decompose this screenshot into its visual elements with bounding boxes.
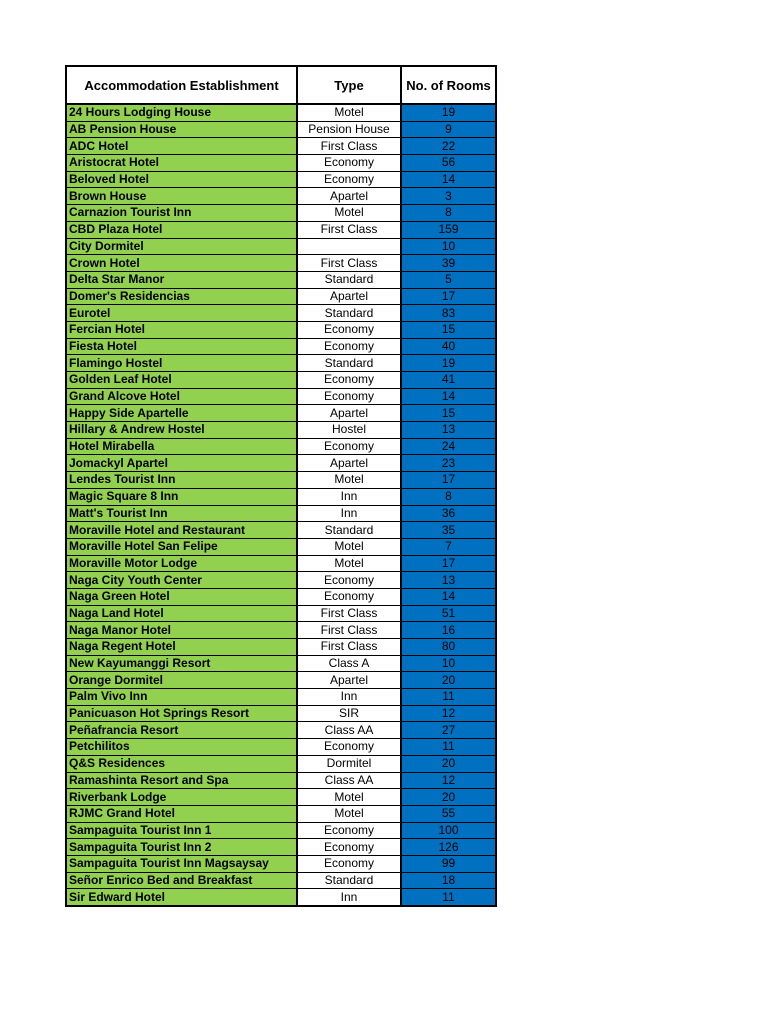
- room-count-cell: 159: [401, 221, 496, 238]
- establishment-name-cell: Eurotel: [66, 305, 297, 322]
- establishment-name-cell: Brown House: [66, 188, 297, 205]
- room-count-cell: 12: [401, 705, 496, 722]
- table-row: [66, 655, 496, 672]
- table-row: [66, 305, 496, 322]
- establishment-name-cell: CBD Plaza Hotel: [66, 221, 297, 238]
- establishment-name-cell: AB Pension House: [66, 121, 297, 138]
- establishment-name-cell: Petchilitos: [66, 739, 297, 756]
- establishment-name-cell: Aristocrat Hotel: [66, 155, 297, 172]
- room-count-cell: 20: [401, 672, 496, 689]
- table-row: [66, 822, 496, 839]
- table-row: [66, 639, 496, 656]
- establishment-name-cell: Moraville Hotel and Restaurant: [66, 522, 297, 539]
- establishment-name-cell: Carnazion Tourist Inn: [66, 205, 297, 222]
- establishment-name-cell: Naga Manor Hotel: [66, 622, 297, 639]
- table-row: [66, 872, 496, 889]
- room-count-cell: 35: [401, 522, 496, 539]
- establishment-type-cell: Economy: [297, 822, 401, 839]
- table-row: [66, 388, 496, 405]
- room-count-cell: 17: [401, 472, 496, 489]
- establishment-type-cell: Motel: [297, 789, 401, 806]
- room-count-cell: 56: [401, 155, 496, 172]
- table-row: [66, 171, 496, 188]
- room-count-cell: 39: [401, 255, 496, 272]
- establishment-name-cell: Sampaguita Tourist Inn Magsaysay: [66, 855, 297, 872]
- establishment-name-cell: Flamingo Hostel: [66, 355, 297, 372]
- room-count-cell: 19: [401, 104, 496, 121]
- establishment-name-cell: Peñafrancia Resort: [66, 722, 297, 739]
- establishment-type-cell: Hostel: [297, 422, 401, 439]
- establishment-type-cell: Standard: [297, 522, 401, 539]
- establishment-type-cell: Economy: [297, 739, 401, 756]
- establishment-name-cell: New Kayumanggi Resort: [66, 655, 297, 672]
- establishment-type-cell: Motel: [297, 555, 401, 572]
- establishment-name-cell: Fiesta Hotel: [66, 338, 297, 355]
- establishment-type-cell: Economy: [297, 572, 401, 589]
- table-row: [66, 121, 496, 138]
- establishment-type-cell: Economy: [297, 155, 401, 172]
- establishment-name-cell: Naga Regent Hotel: [66, 639, 297, 656]
- establishment-name-cell: Sir Edward Hotel: [66, 889, 297, 906]
- room-count-cell: 100: [401, 822, 496, 839]
- table-row: [66, 205, 496, 222]
- room-count-cell: 23: [401, 455, 496, 472]
- table-row: [66, 672, 496, 689]
- room-count-cell: 8: [401, 488, 496, 505]
- establishment-name-cell: Palm Vivo Inn: [66, 689, 297, 706]
- establishment-name-cell: Hotel Mirabella: [66, 438, 297, 455]
- establishment-type-cell: First Class: [297, 255, 401, 272]
- room-count-cell: 14: [401, 171, 496, 188]
- establishment-name-cell: Magic Square 8 Inn: [66, 488, 297, 505]
- establishment-type-cell: Standard: [297, 305, 401, 322]
- establishment-name-cell: Delta Star Manor: [66, 271, 297, 288]
- table-row: [66, 772, 496, 789]
- room-count-cell: 19: [401, 355, 496, 372]
- establishment-type-cell: First Class: [297, 639, 401, 656]
- table-row: [66, 338, 496, 355]
- establishment-name-cell: Panicuason Hot Springs Resort: [66, 705, 297, 722]
- header-establishment: Accommodation Establishment: [66, 66, 297, 104]
- table-row: [66, 405, 496, 422]
- room-count-cell: 17: [401, 288, 496, 305]
- table-row: [66, 271, 496, 288]
- table-row: [66, 155, 496, 172]
- establishment-name-cell: Moraville Hotel San Felipe: [66, 538, 297, 555]
- room-count-cell: 5: [401, 271, 496, 288]
- establishment-type-cell: Economy: [297, 321, 401, 338]
- table-row: [66, 622, 496, 639]
- establishment-name-cell: Beloved Hotel: [66, 171, 297, 188]
- table-row: [66, 889, 496, 906]
- room-count-cell: 15: [401, 321, 496, 338]
- room-count-cell: 80: [401, 639, 496, 656]
- table-row: [66, 255, 496, 272]
- room-count-cell: 99: [401, 855, 496, 872]
- room-count-cell: 22: [401, 138, 496, 155]
- table-row: [66, 238, 496, 255]
- establishment-type-cell: Class AA: [297, 722, 401, 739]
- establishment-type-cell: Apartel: [297, 672, 401, 689]
- room-count-cell: 20: [401, 755, 496, 772]
- room-count-cell: 10: [401, 655, 496, 672]
- room-count-cell: 3: [401, 188, 496, 205]
- establishment-type-cell: Economy: [297, 588, 401, 605]
- establishment-name-cell: Ramashinta Resort and Spa: [66, 772, 297, 789]
- establishment-name-cell: Sampaguita Tourist Inn 1: [66, 822, 297, 839]
- room-count-cell: 83: [401, 305, 496, 322]
- establishment-name-cell: Naga City Youth Center: [66, 572, 297, 589]
- establishment-type-cell: Economy: [297, 839, 401, 856]
- table-row: [66, 321, 496, 338]
- establishment-name-cell: ADC Hotel: [66, 138, 297, 155]
- room-count-cell: 12: [401, 772, 496, 789]
- room-count-cell: 17: [401, 555, 496, 572]
- establishment-type-cell: Dormitel: [297, 755, 401, 772]
- establishment-type-cell: Economy: [297, 338, 401, 355]
- room-count-cell: 27: [401, 722, 496, 739]
- table-row: [66, 438, 496, 455]
- establishment-type-cell: Inn: [297, 505, 401, 522]
- establishment-type-cell: SIR: [297, 705, 401, 722]
- room-count-cell: 11: [401, 889, 496, 906]
- room-count-cell: 13: [401, 422, 496, 439]
- room-count-cell: 11: [401, 739, 496, 756]
- establishment-type-cell: Inn: [297, 488, 401, 505]
- table-row: [66, 221, 496, 238]
- table-row: [66, 455, 496, 472]
- establishment-name-cell: Hillary & Andrew Hostel: [66, 422, 297, 439]
- room-count-cell: 14: [401, 588, 496, 605]
- establishment-name-cell: Señor Enrico Bed and Breakfast: [66, 872, 297, 889]
- table-row: [66, 188, 496, 205]
- establishment-type-cell: Class A: [297, 655, 401, 672]
- table-row: [66, 104, 496, 121]
- table-header: [66, 66, 496, 104]
- table-row: [66, 839, 496, 856]
- establishment-name-cell: Orange Dormitel: [66, 672, 297, 689]
- table-row: [66, 288, 496, 305]
- header-rooms: No. of Rooms: [401, 66, 496, 104]
- establishment-name-cell: Happy Side Apartelle: [66, 405, 297, 422]
- table-row: [66, 755, 496, 772]
- table-row: [66, 689, 496, 706]
- room-count-cell: 51: [401, 605, 496, 622]
- establishment-type-cell: Economy: [297, 438, 401, 455]
- establishment-type-cell: [297, 238, 401, 255]
- table-row: [66, 505, 496, 522]
- table-body: [66, 104, 496, 906]
- establishment-type-cell: Motel: [297, 104, 401, 121]
- room-count-cell: 16: [401, 622, 496, 639]
- room-count-cell: 11: [401, 689, 496, 706]
- establishment-type-cell: Economy: [297, 372, 401, 389]
- room-count-cell: 13: [401, 572, 496, 589]
- header-row: [66, 66, 496, 104]
- table-row: [66, 538, 496, 555]
- establishment-name-cell: Grand Alcove Hotel: [66, 388, 297, 405]
- establishment-name-cell: RJMC Grand Hotel: [66, 805, 297, 822]
- establishment-type-cell: Standard: [297, 271, 401, 288]
- establishment-type-cell: Class AA: [297, 772, 401, 789]
- header-type: Type: [297, 66, 401, 104]
- room-count-cell: 14: [401, 388, 496, 405]
- establishment-type-cell: Economy: [297, 171, 401, 188]
- room-count-cell: 15: [401, 405, 496, 422]
- establishment-name-cell: Fercian Hotel: [66, 321, 297, 338]
- establishment-name-cell: Naga Green Hotel: [66, 588, 297, 605]
- establishment-name-cell: Q&S Residences: [66, 755, 297, 772]
- table-row: [66, 705, 496, 722]
- establishment-name-cell: Riverbank Lodge: [66, 789, 297, 806]
- establishment-type-cell: Economy: [297, 855, 401, 872]
- table-row: [66, 588, 496, 605]
- establishment-type-cell: Apartel: [297, 405, 401, 422]
- room-count-cell: 36: [401, 505, 496, 522]
- table-row: [66, 372, 496, 389]
- establishment-name-cell: Lendes Tourist Inn: [66, 472, 297, 489]
- table-row: [66, 522, 496, 539]
- establishment-type-cell: Standard: [297, 872, 401, 889]
- establishment-type-cell: Economy: [297, 388, 401, 405]
- room-count-cell: 55: [401, 805, 496, 822]
- establishment-type-cell: Standard: [297, 355, 401, 372]
- establishment-name-cell: Naga Land Hotel: [66, 605, 297, 622]
- table-row: [66, 739, 496, 756]
- table-row: [66, 722, 496, 739]
- table-row: [66, 488, 496, 505]
- establishment-type-cell: First Class: [297, 221, 401, 238]
- room-count-cell: 20: [401, 789, 496, 806]
- establishment-type-cell: Motel: [297, 805, 401, 822]
- establishment-type-cell: Pension House: [297, 121, 401, 138]
- accommodation-table: [65, 65, 497, 907]
- establishment-type-cell: First Class: [297, 605, 401, 622]
- establishment-name-cell: Sampaguita Tourist Inn 2: [66, 839, 297, 856]
- establishment-type-cell: First Class: [297, 622, 401, 639]
- room-count-cell: 41: [401, 372, 496, 389]
- establishment-name-cell: Crown Hotel: [66, 255, 297, 272]
- room-count-cell: 9: [401, 121, 496, 138]
- table-row: [66, 855, 496, 872]
- table-row: [66, 355, 496, 372]
- establishment-type-cell: Apartel: [297, 188, 401, 205]
- establishment-name-cell: Matt's Tourist Inn: [66, 505, 297, 522]
- establishment-name-cell: City Dormitel: [66, 238, 297, 255]
- table-row: [66, 605, 496, 622]
- room-count-cell: 8: [401, 205, 496, 222]
- establishment-name-cell: Jomackyl Apartel: [66, 455, 297, 472]
- table-row: [66, 805, 496, 822]
- establishment-type-cell: Apartel: [297, 455, 401, 472]
- table-row: [66, 472, 496, 489]
- establishment-name-cell: 24 Hours Lodging House: [66, 104, 297, 121]
- establishment-type-cell: Inn: [297, 889, 401, 906]
- room-count-cell: 10: [401, 238, 496, 255]
- table-row: [66, 789, 496, 806]
- room-count-cell: 24: [401, 438, 496, 455]
- establishment-type-cell: Motel: [297, 205, 401, 222]
- table-row: [66, 572, 496, 589]
- room-count-cell: 126: [401, 839, 496, 856]
- establishment-type-cell: Motel: [297, 538, 401, 555]
- establishment-type-cell: Motel: [297, 472, 401, 489]
- establishment-name-cell: Moraville Motor Lodge: [66, 555, 297, 572]
- room-count-cell: 18: [401, 872, 496, 889]
- establishment-name-cell: Domer's Residencias: [66, 288, 297, 305]
- room-count-cell: 7: [401, 538, 496, 555]
- establishment-type-cell: Inn: [297, 689, 401, 706]
- table-row: [66, 555, 496, 572]
- establishment-name-cell: Golden Leaf Hotel: [66, 372, 297, 389]
- table-row: [66, 422, 496, 439]
- table-row: [66, 138, 496, 155]
- establishment-type-cell: Apartel: [297, 288, 401, 305]
- room-count-cell: 40: [401, 338, 496, 355]
- establishment-type-cell: First Class: [297, 138, 401, 155]
